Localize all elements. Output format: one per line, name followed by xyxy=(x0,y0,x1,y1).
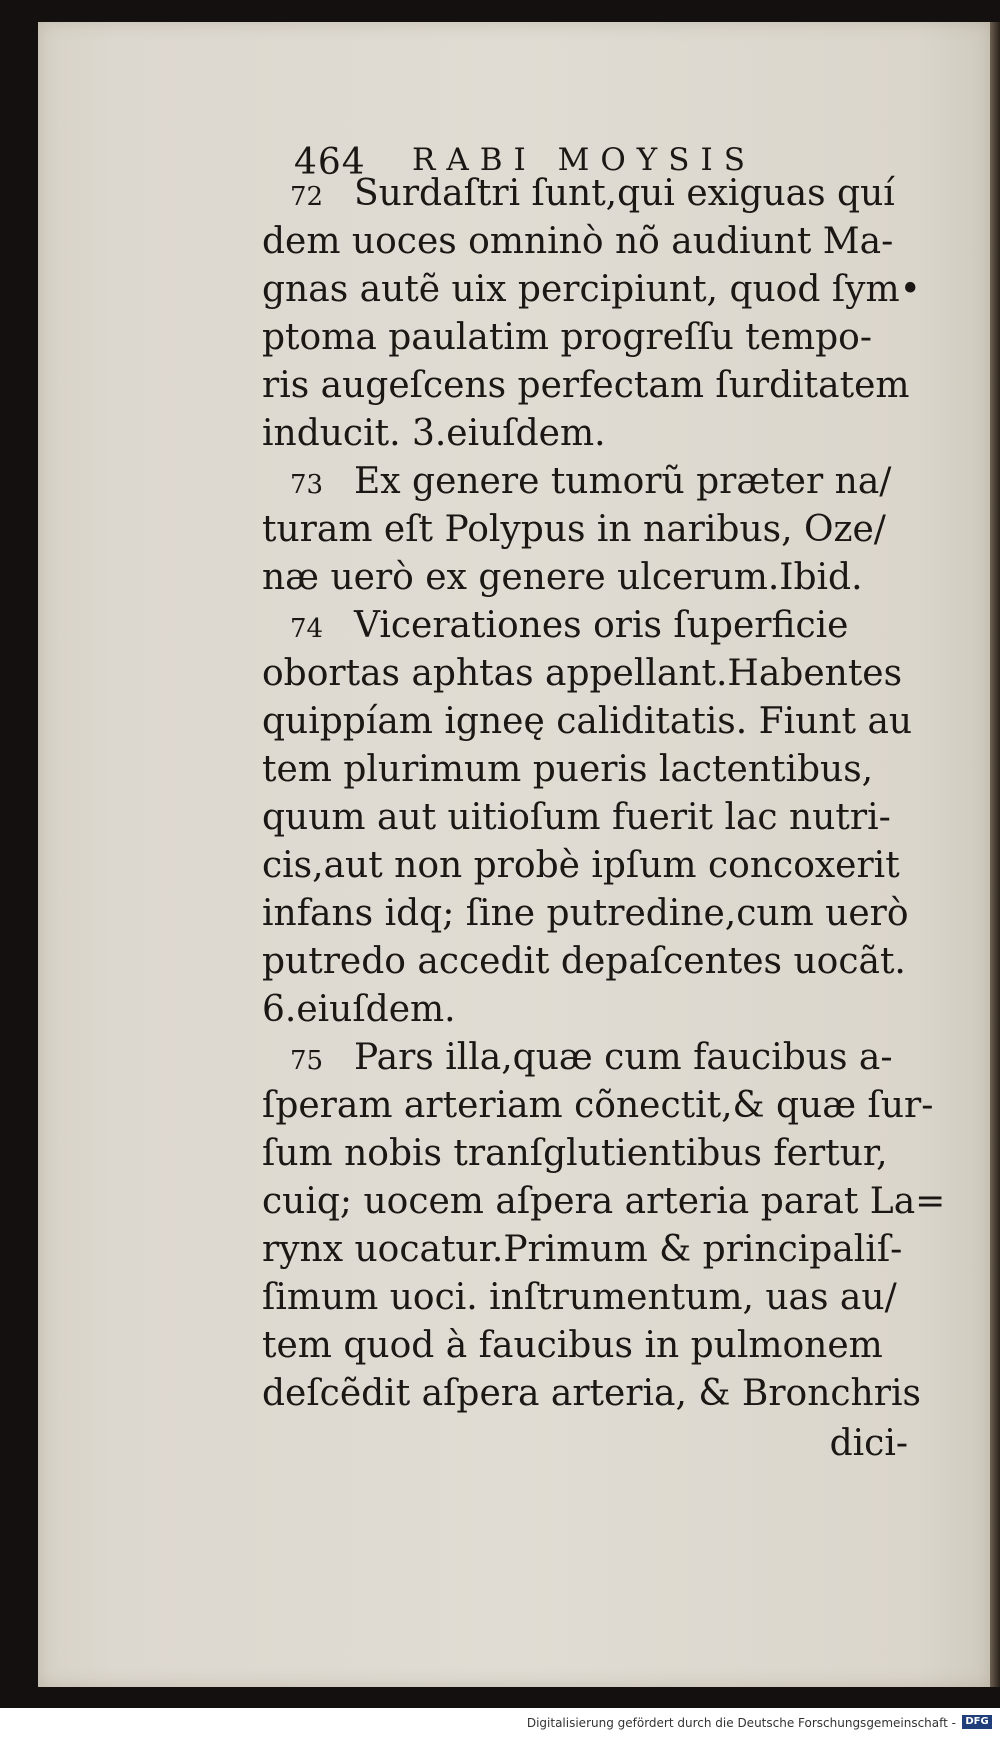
text-line xyxy=(262,794,938,842)
line-text: Pars illa,quæ cum faucibus a- xyxy=(354,1037,893,1078)
text-line xyxy=(262,410,938,458)
entry-number: 72 xyxy=(290,182,324,212)
text-line xyxy=(262,1226,938,1274)
text-line xyxy=(262,698,938,746)
line-text: cuiq; uocem aſpera arteria parat La= xyxy=(262,1181,946,1222)
text-line xyxy=(262,1130,938,1178)
dfg-logo: DFG xyxy=(962,1715,992,1729)
line-text: gnas autẽ uix percipiunt, quod ſym• xyxy=(262,269,921,310)
line-text: inducit. 3.eiuſdem. xyxy=(262,413,606,454)
line-text: deſcẽdit aſpera arteria, & Bronchris xyxy=(262,1373,921,1414)
line-text: turam eſt Polypus in naribus, Oze/ xyxy=(262,509,886,550)
line-text: putredo accedit depaſcentes uocãt. xyxy=(262,941,906,982)
text-line xyxy=(262,986,938,1034)
line-text: cis,aut non probè ipſum concoxerit xyxy=(262,845,900,886)
entry-74 xyxy=(262,602,938,1034)
entry-75 xyxy=(262,1034,946,1418)
catchword: dici- xyxy=(829,1423,908,1464)
line-text: tem plurimum pueris lactentibus, xyxy=(262,749,874,790)
entry-list xyxy=(262,170,946,1470)
entry-number: 73 xyxy=(290,470,324,500)
text-line xyxy=(262,890,938,938)
line-text: ſimum uoci. inſtrumentum, uas au/ xyxy=(262,1277,897,1318)
line-text: næ uerò ex genere ulcerum.Ibid. xyxy=(262,557,863,598)
line-text: ſperam arteriam cõnectit,& quæ ſur- xyxy=(262,1085,934,1126)
entry-73 xyxy=(262,458,938,602)
line-text: quippíam igneę caliditatis. Fiunt au xyxy=(262,701,913,742)
text-line xyxy=(262,650,938,698)
text-line xyxy=(262,938,938,986)
text-line xyxy=(262,218,938,266)
line-text: Vicerationes oris ſuperficie xyxy=(354,605,849,646)
entry-72 xyxy=(262,170,938,458)
line-text: rynx uocatur.Primum & principaliſ- xyxy=(262,1229,903,1270)
entry-number: 74 xyxy=(290,614,324,644)
line-text: ptoma paulatim progreſſu tempo- xyxy=(262,317,873,358)
text-line xyxy=(262,314,938,362)
line-text: dem uoces omninò nõ audiunt Ma- xyxy=(262,221,894,262)
line-text: obortas aphtas appellant.Habentes xyxy=(262,653,903,694)
text-line xyxy=(262,458,938,506)
line-text: ris augeſcens perfectam ſurditatem xyxy=(262,365,910,406)
text-line xyxy=(262,266,938,314)
line-text: infans idq; ſine putredine,cum uerò xyxy=(262,893,909,934)
footer-bar xyxy=(0,1708,1000,1738)
text-line xyxy=(262,554,938,602)
footer-credit: Digitalisierung gefördert durch die Deutsche Forschungsgemeinschaft - xyxy=(526,1716,956,1730)
line-text: quum aut uitioſum fuerit lac nutri- xyxy=(262,797,891,838)
text-line xyxy=(262,1082,938,1130)
text-line xyxy=(262,1274,938,1322)
text-line xyxy=(262,362,938,410)
line-text: Ex genere tumorũ præter na/ xyxy=(354,461,892,502)
line-text: Surdaſtri ſunt,qui exiguas quí xyxy=(354,173,895,214)
line-text: ſum nobis tranſglutientibus fertur, xyxy=(262,1133,888,1174)
text-line xyxy=(262,506,938,554)
entry-number: 75 xyxy=(290,1046,324,1076)
line-text: 6.eiuſdem. xyxy=(262,989,456,1030)
text-line xyxy=(262,746,938,794)
running-head-title: RABI MOYSIS xyxy=(412,142,756,178)
text-line xyxy=(262,602,938,650)
text-line xyxy=(262,842,938,890)
page-edge-shadow xyxy=(990,22,1000,1687)
text-line xyxy=(262,170,938,218)
text-line xyxy=(262,1322,938,1370)
page-number: 464 xyxy=(294,142,366,183)
text-line xyxy=(262,1178,946,1226)
text-line xyxy=(262,1034,938,1082)
text-line xyxy=(262,1370,938,1418)
line-text: tem quod à faucibus in pulmonem xyxy=(262,1325,883,1366)
